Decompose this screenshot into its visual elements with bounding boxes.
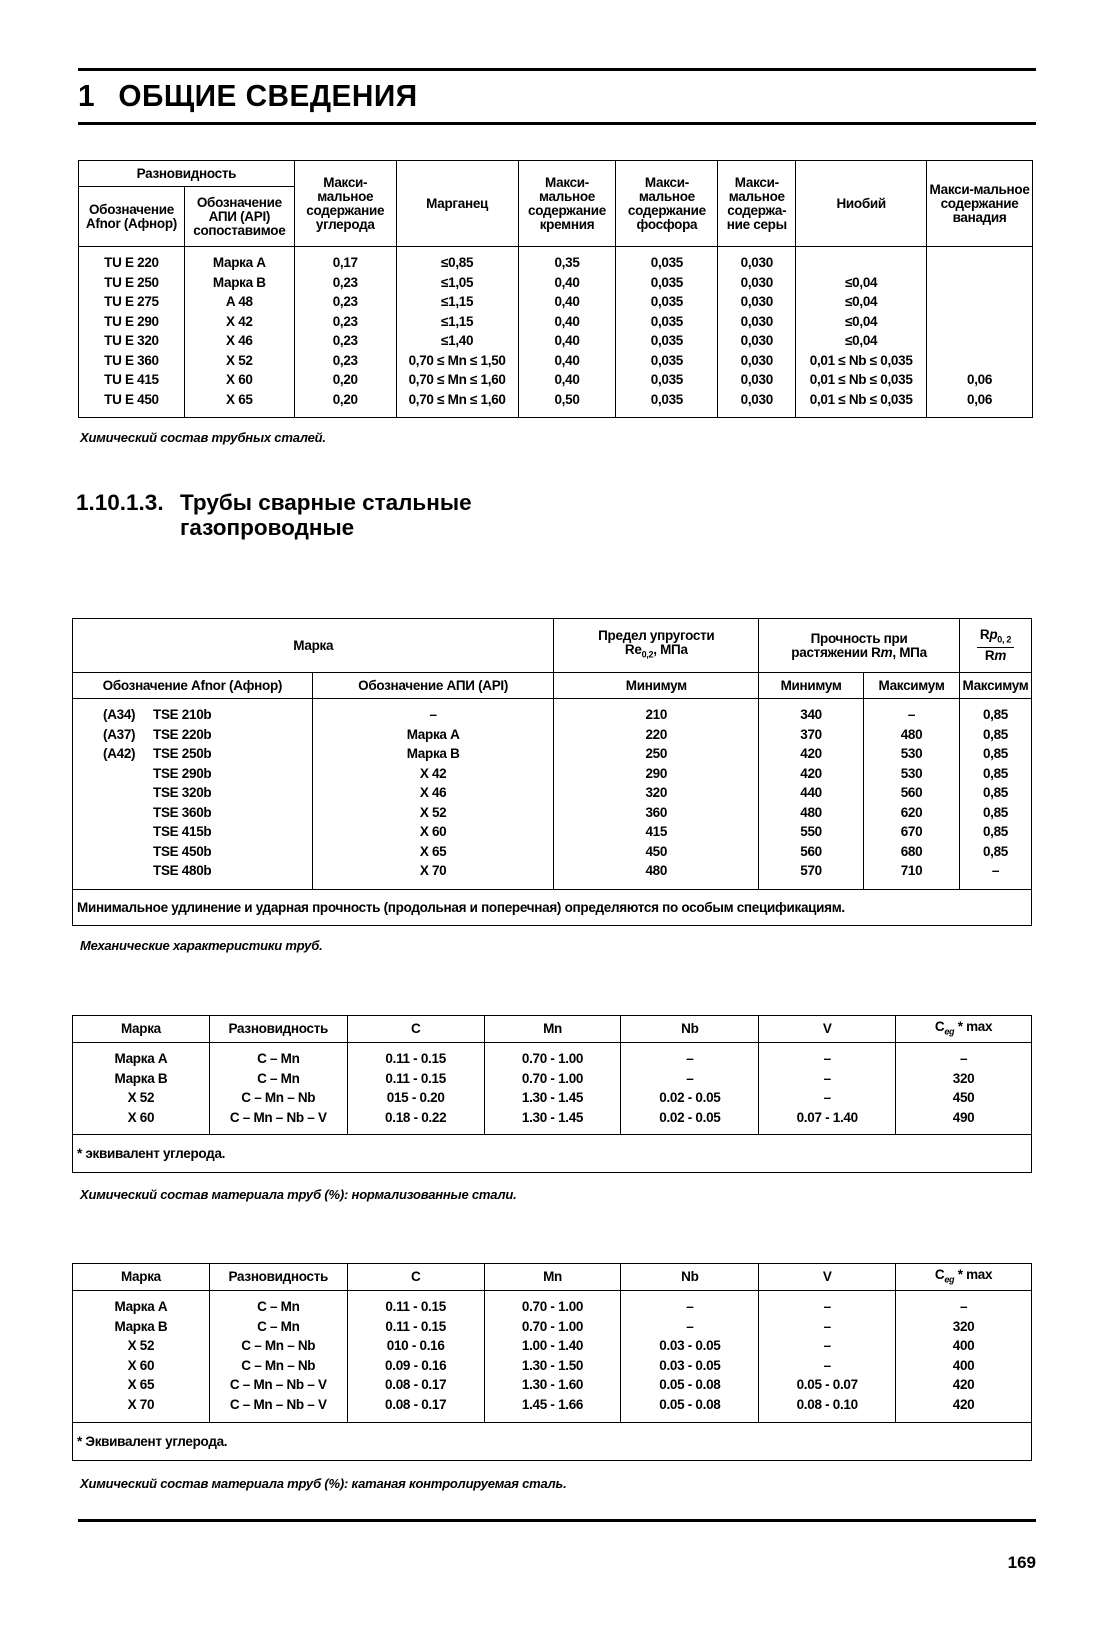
column-mn: 0.70 - 1.00 0.70 - 1.00 1.30 - 1.45 1.30 - 1.45 [484, 1043, 621, 1135]
yield-unit: $Re_{0,2}$, МПа [624, 642, 688, 660]
column-grade: Марка A Марка B X 52 X 60 X 65 X 70 [73, 1291, 210, 1423]
column-ceq-max: – 320 450 490 [896, 1043, 1032, 1135]
column-phosphorus: 0,035 0,035 0,035 0,035 0,035 0,035 0,035 0,035 [616, 247, 718, 418]
column-niobium: ≤0,04 ≤0,04 ≤0,04 ≤0,04 0,01 ≤ Nb ≤ 0,035 0,01 ≤ Nb ≤ 0,035 0,01 ≤ Nb ≤ 0,035 [796, 247, 927, 418]
column-carbon: 0,17 0,23 0,23 0,23 0,23 0,23 0,20 0,20 [294, 247, 396, 418]
header-c: C [347, 1264, 484, 1291]
header-c: C [347, 1016, 484, 1043]
column-sulfur: 0,030 0,030 0,030 0,030 0,030 0,030 0,030 0,030 [718, 247, 796, 418]
header-api: Обозначение АПИ (API) сопоставимое [184, 187, 294, 247]
header-variety: Разновидность [209, 1016, 347, 1043]
section-title-line1: Трубы сварные стальные [180, 490, 472, 515]
column-nb: – – 0.02 - 0.05 0.02 - 0.05 [621, 1043, 759, 1135]
table-chemical-composition [78, 160, 1033, 418]
column-v: – – – – 0.05 - 0.07 0.08 - 0.10 [759, 1291, 896, 1423]
header-variety: Разновидность [209, 1264, 347, 1291]
column-silicon: 0,35 0,40 0,40 0,40 0,40 0,40 0,40 0,50 [518, 247, 616, 418]
header-tensile-min: Минимум [759, 673, 864, 699]
column-nb: – – 0.03 - 0.05 0.03 - 0.05 0.05 - 0.08 0.05 - 0.08 [621, 1291, 759, 1423]
header-v: V [759, 1264, 896, 1291]
column-yield-min: 210 220 250 290 320 360 415 450 480 [554, 699, 759, 890]
column-api: Марка A Марка B A 48 X 42 X 46 X 52 X 60 X 65 [184, 247, 294, 418]
section-title-line2: газопроводные [180, 515, 355, 540]
table4-note: * Эквивалент углерода. [73, 1423, 1032, 1461]
chapter-title-text: ОБЩИЕ СВЕДЕНИЯ [118, 78, 418, 113]
column-c: 0.11 - 0.15 0.11 - 0.15 015 - 0.20 0.18 - 0.22 [347, 1043, 484, 1135]
header-tensile-strength: Прочность при растяжении Rm, МПа [759, 619, 960, 673]
column-afnor: TU E 220 TU E 250 TU E 275 TU E 290 TU E 320 TU E 360 TU E 415 TU E 450 [79, 247, 185, 418]
header-v: V [759, 1016, 896, 1043]
header-grade: Марка [73, 1016, 210, 1043]
table-body [73, 1291, 1032, 1423]
header-vanadium: Макси-мальное содержание ванадия [927, 161, 1033, 247]
table-body [73, 1043, 1032, 1135]
column-ratio-max: 0,85 0,85 0,85 0,85 0,85 0,85 0,85 0,85 – [959, 699, 1031, 890]
table1-caption: Химический состав трубных сталей. [80, 430, 326, 445]
header-ceq-max: $C_{eg}$ * max [896, 1016, 1032, 1043]
header-top-rule [78, 68, 1036, 71]
column-tensile-min: 340 370 420 420 440 480 550 560 570 [759, 699, 864, 890]
header-api: Обозначение АПИ (API) [312, 673, 554, 699]
header-tensile-max: Максимум [864, 673, 960, 699]
header-afnor: Обозначение Afnor (Афнор) [79, 187, 185, 247]
column-api: – Марка A Марка B X 42 X 46 X 52 X 60 X 65 X 70 [312, 699, 554, 890]
header-niobium: Ниобий [796, 161, 927, 247]
section-number: 1.10.1.3. [76, 490, 164, 515]
header-yield-strength: Предел упругости $Re_{0,2}$, МПа [554, 619, 759, 673]
table3-caption: Химический состав материала труб (%): нормализованные стали. [80, 1187, 517, 1202]
header-carbon: Макси-мальное содержание углерода [294, 161, 396, 247]
table2-caption: Механические характеристики труб. [80, 938, 323, 953]
table-controlled-rolled-steel [72, 1263, 1032, 1461]
column-tensile-max: – 480 530 530 560 620 670 680 710 [864, 699, 960, 890]
chapter-number: 1 [78, 78, 96, 113]
column-afnor: (A34) TSE 210b (A37) TSE 220b (A42) TSE 250b TSE 290b TSE 320b TSE 360b TSE 415b TSE 450b TSE 480b [73, 699, 313, 890]
header-grade: Марка [73, 1264, 210, 1291]
column-v: – – – 0.07 - 1.40 [759, 1043, 896, 1135]
column-vanadium: 0,06 0,06 [927, 247, 1033, 418]
header-silicon: Макси-мальное содержание кремния [518, 161, 616, 247]
column-variety: C – Mn C – Mn C – Mn – Nb C – Mn – Nb C – Mn – Nb – V C – Mn – Nb – V [209, 1291, 347, 1423]
table-normalized-steels [72, 1015, 1032, 1173]
table-body [79, 247, 1033, 418]
table3-note: * эквивалент углерода. [73, 1135, 1032, 1173]
table4-caption: Химический состав материала труб (%): катаная контролируемая сталь. [80, 1476, 567, 1491]
table-mechanical-properties [72, 618, 1032, 926]
header-manganese: Марганец [396, 161, 518, 247]
column-c: 0.11 - 0.15 0.11 - 0.15 010 - 0.16 0.09 - 0.16 0.08 - 0.17 0.08 - 0.17 [347, 1291, 484, 1423]
header-grade: Марка [73, 619, 554, 673]
header-yield-min: Минимум [554, 673, 759, 699]
header-bottom-rule [78, 122, 1036, 125]
header-ratio [959, 619, 1031, 673]
header-mn: Mn [484, 1264, 621, 1291]
page-number: 169 [1007, 1553, 1036, 1572]
header-ceq-max: $C_{eg}$ * max [896, 1264, 1032, 1291]
header-group-variety: Разновидность [79, 161, 295, 187]
header-mn: Mn [484, 1016, 621, 1043]
header-nb: Nb [621, 1016, 759, 1043]
column-variety: C – Mn C – Mn C – Mn – Nb C – Mn – Nb – V [209, 1043, 347, 1135]
table2-note: Минимальное удлинение и ударная прочность (продольная и поперечная) определяются по особым спецификациям. [73, 890, 1032, 926]
column-manganese: ≤0,85 ≤1,05 ≤1,15 ≤1,15 ≤1,40 0,70 ≤ Mn ≤ 1,50 0,70 ≤ Mn ≤ 1,60 0,70 ≤ Mn ≤ 1,60 [396, 247, 518, 418]
footer-rule [78, 1519, 1036, 1522]
header-sulfur: Макси-мальное содержа-ние серы [718, 161, 796, 247]
column-grade: Марка A Марка B X 52 X 60 [73, 1043, 210, 1135]
table-body [73, 699, 1032, 890]
section-heading [76, 490, 472, 540]
column-mn: 0.70 - 1.00 0.70 - 1.00 1.00 - 1.40 1.30 - 1.50 1.30 - 1.60 1.45 - 1.66 [484, 1291, 621, 1423]
header-ratio-max: Максимум [959, 673, 1031, 699]
chapter-title [78, 78, 418, 114]
ratio-fraction: $\frac{Rp_{0, 2}}{Rm}$ [977, 627, 1014, 665]
header-afnor: Обозначение Afnor (Афнор) [73, 673, 313, 699]
column-ceq-max: – 320 400 400 420 420 [896, 1291, 1032, 1423]
header-phosphorus: Макси-мальное содержание фосфора [616, 161, 718, 247]
header-nb: Nb [621, 1264, 759, 1291]
